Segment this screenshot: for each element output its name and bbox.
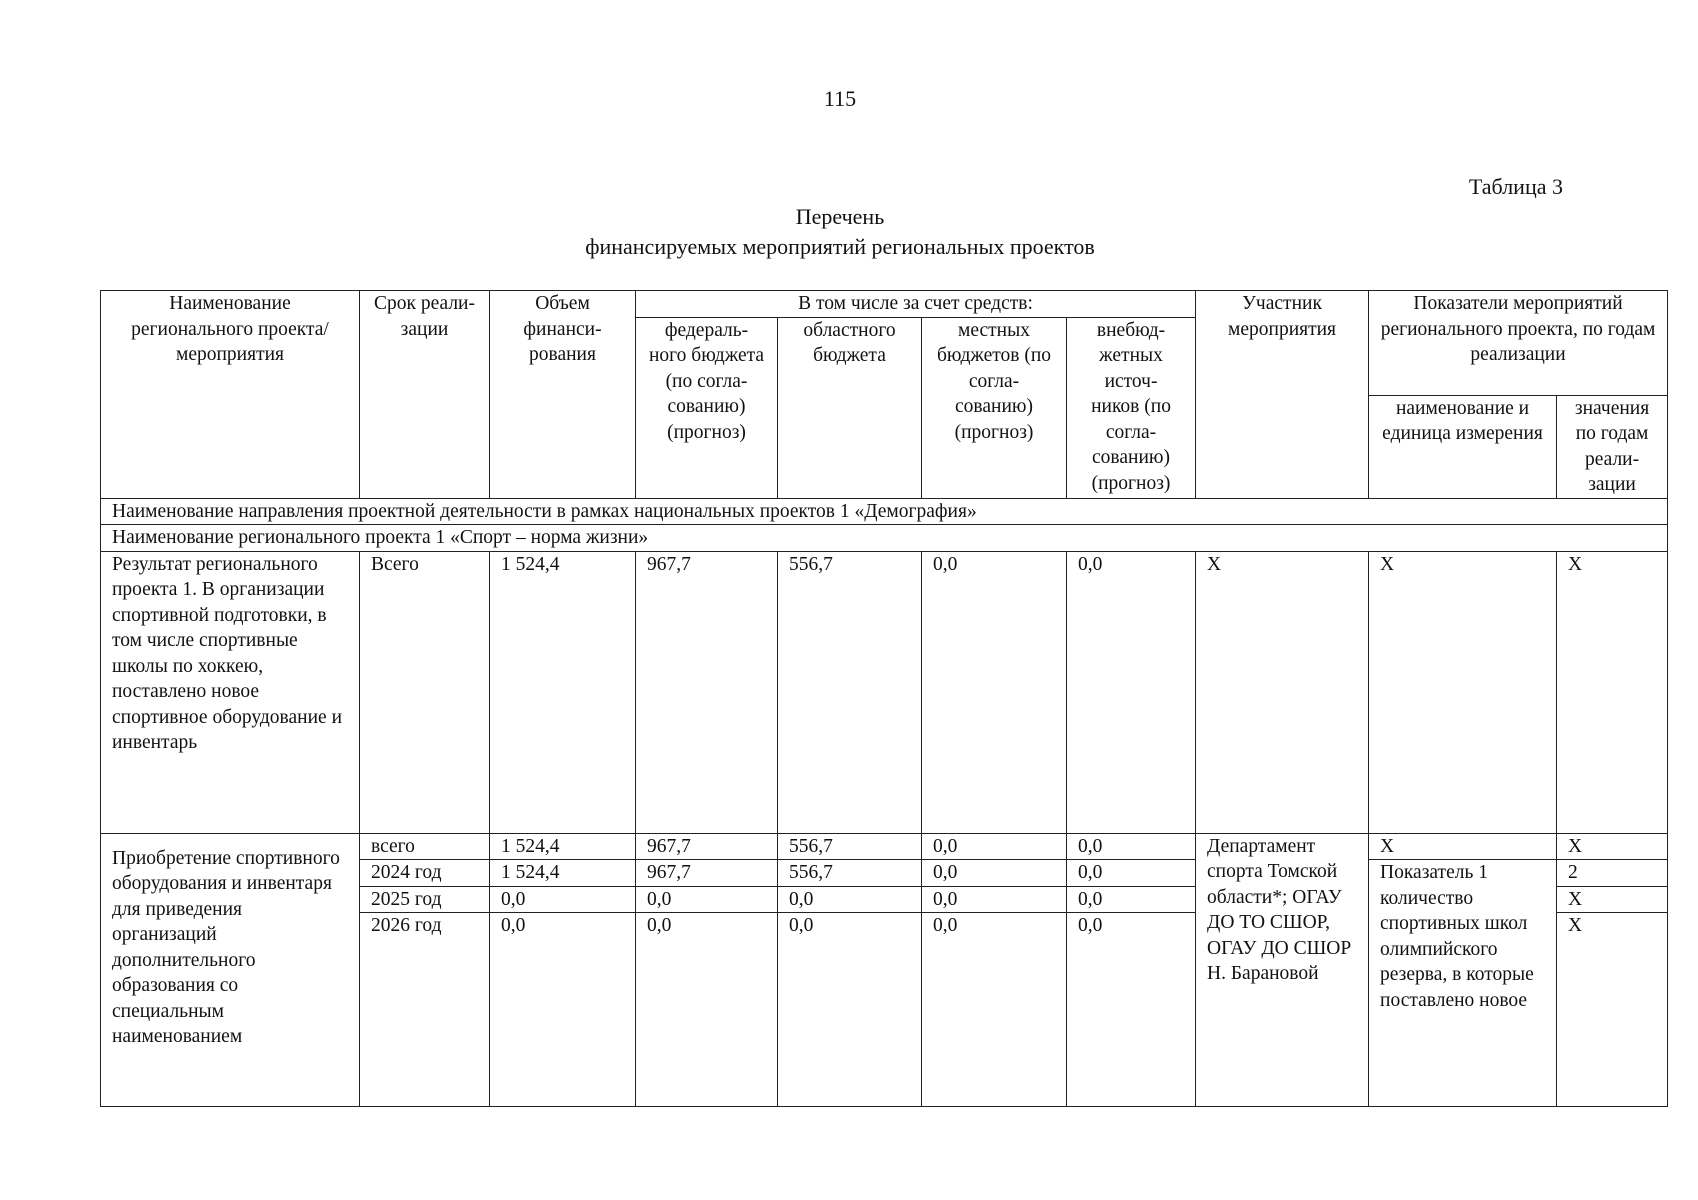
header-regional: областного бюджета	[778, 317, 922, 498]
result-row	[101, 551, 1668, 833]
result-indicator-value: Х	[1557, 551, 1668, 833]
measure-term: 2026 год	[360, 913, 490, 1107]
measure-indicator-value: Х	[1557, 913, 1668, 1107]
measure-federal: 0,0	[636, 886, 778, 913]
measure-indicator-value: 2	[1557, 860, 1668, 887]
header-indicator-values: значения по годам реали- зации	[1557, 395, 1668, 498]
measure-regional: 0,0	[778, 913, 922, 1107]
result-federal: 967,7	[636, 551, 778, 833]
result-regional: 556,7	[778, 551, 922, 833]
result-name: Результат регионального проекта 1. В организации спортивной подготовки, в том числе спортивные школы по хоккею, поставлено новое спортивное оборудование и инвентарь	[101, 551, 360, 833]
header-local: местных бюджетов (по согла- сованию) (прогноз)	[922, 317, 1067, 498]
measure-indicator-value: Х	[1557, 886, 1668, 913]
measure-indicator-name: Показатель 1 количество спортивных школ олимпийского резерва, в которые поставлено новое	[1369, 860, 1557, 1107]
header-indicators-group: Показатели мероприятий регионального проекта, по годам реализации	[1369, 291, 1668, 396]
result-term: Всего	[360, 551, 490, 833]
header-extrabudget: внебюд- жетных источ- ников (по согла- сованию) (прогноз)	[1067, 317, 1196, 498]
result-extrabudget: 0,0	[1067, 551, 1196, 833]
document-title	[0, 202, 1680, 262]
measure-extrabudget: 0,0	[1067, 860, 1196, 887]
measure-participant: Департамент спорта Томской области*; ОГАУ ДО ТО СШОР, ОГАУ ДО СШОР Н. Барановой	[1196, 833, 1369, 1107]
measure-local: 0,0	[922, 886, 1067, 913]
measure-extrabudget: 0,0	[1067, 833, 1196, 860]
measure-volume: 0,0	[490, 913, 636, 1107]
table-label: Таблица 3	[1468, 174, 1563, 199]
measure-extrabudget: 0,0	[1067, 913, 1196, 1107]
project-row: Наименование регионального проекта 1 «Спорт – норма жизни»	[101, 525, 1668, 552]
header-federal: федераль- ного бюджета (по согла- сованию) (прогноз)	[636, 317, 778, 498]
projects-table	[100, 290, 1668, 1107]
result-participant: Х	[1196, 551, 1369, 833]
title-line-2: финансируемых мероприятий региональных проектов	[585, 234, 1095, 259]
measure-federal: 967,7	[636, 833, 778, 860]
header-volume: Объем финанси- рования	[490, 291, 636, 499]
measure-local: 0,0	[922, 860, 1067, 887]
measure-name: Приобретение спортивного оборудования и инвентаря для приведения организаций дополнительного образования со специальным наименованием	[101, 833, 360, 1107]
measure-regional: 556,7	[778, 860, 922, 887]
measure-term: всего	[360, 833, 490, 860]
direction-row: Наименование направления проектной деятельности в рамках национальных проектов 1 «Демография»	[101, 498, 1668, 525]
page-number: 115	[823, 86, 857, 111]
header-sources-group: В том числе за счет средств:	[636, 291, 1196, 318]
measure-local: 0,0	[922, 913, 1067, 1107]
header-name: Наименование регионального проекта/ мероприятия	[101, 291, 360, 499]
measure-regional: 0,0	[778, 886, 922, 913]
measure-federal: 967,7	[636, 860, 778, 887]
measure-volume: 1 524,4	[490, 860, 636, 887]
measure-term: 2024 год	[360, 860, 490, 887]
result-indicator-name: Х	[1369, 551, 1557, 833]
measure-local: 0,0	[922, 833, 1067, 860]
title-line-1: Перечень	[795, 204, 885, 229]
measure-row-total	[101, 833, 1668, 860]
measure-volume: 0,0	[490, 886, 636, 913]
measure-indicator-x: Х	[1369, 833, 1557, 860]
result-local: 0,0	[922, 551, 1067, 833]
measure-federal: 0,0	[636, 913, 778, 1107]
header-indicator-name: наименование и единица измерения	[1369, 395, 1557, 498]
measure-extrabudget: 0,0	[1067, 886, 1196, 913]
measure-volume: 1 524,4	[490, 833, 636, 860]
measure-indicator-value: Х	[1557, 833, 1668, 860]
header-term: Срок реали- зации	[360, 291, 490, 499]
header-participant: Участник мероприятия	[1196, 291, 1369, 499]
measure-term: 2025 год	[360, 886, 490, 913]
result-volume: 1 524,4	[490, 551, 636, 833]
measure-regional: 556,7	[778, 833, 922, 860]
